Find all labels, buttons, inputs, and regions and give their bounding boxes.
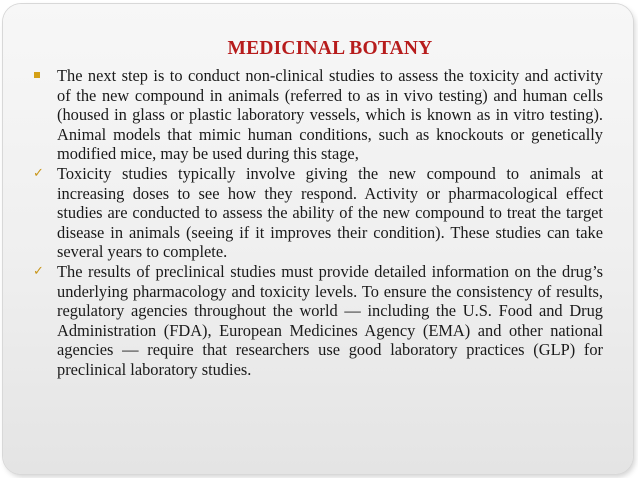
bullet-text-1: The next step is to conduct non-clinical studies to assess the toxicity and activity of the new compound in animals (referred to as in vivo testing) and human cells (housed in glass or plastic laboratory vessels, which is known as in vitro testing). Animal models that mimic human conditions, such as knockouts or genetically modified mice, may be used during this stage,	[57, 66, 603, 164]
checkmark-icon: ✓	[33, 263, 44, 279]
checkmark-icon: ✓	[33, 165, 44, 181]
bullet-item-2	[33, 164, 603, 262]
slide-title: MEDICINAL BOTANY	[227, 38, 433, 59]
slide-body	[33, 66, 603, 380]
bullet-item-1	[33, 66, 603, 164]
square-bullet-icon	[33, 66, 57, 86]
bullet-text-2: Toxicity studies typically involve giving the new compound to animals at increasing doses to see how they respond. Activity or pharmacological effect studies are conducted to assess the ability of the new compound to treat the target disease in animals (seeing if it improves their condition). These studies can take several years to complete.	[57, 163, 603, 262]
bullet-item-3	[33, 262, 603, 380]
bullet-text-3: The results of preclinical studies must provide detailed information on the drug’s underlying pharmacology and toxicity levels. To ensure the consistency of results, regulatory agencies throughout the world — including the U.S. Food and Drug Administration (FDA), European Medicines Agency (EMA) and other national agencies — require that researchers use good laboratory practices (GLP) for preclinical laboratory studies.	[57, 261, 603, 379]
